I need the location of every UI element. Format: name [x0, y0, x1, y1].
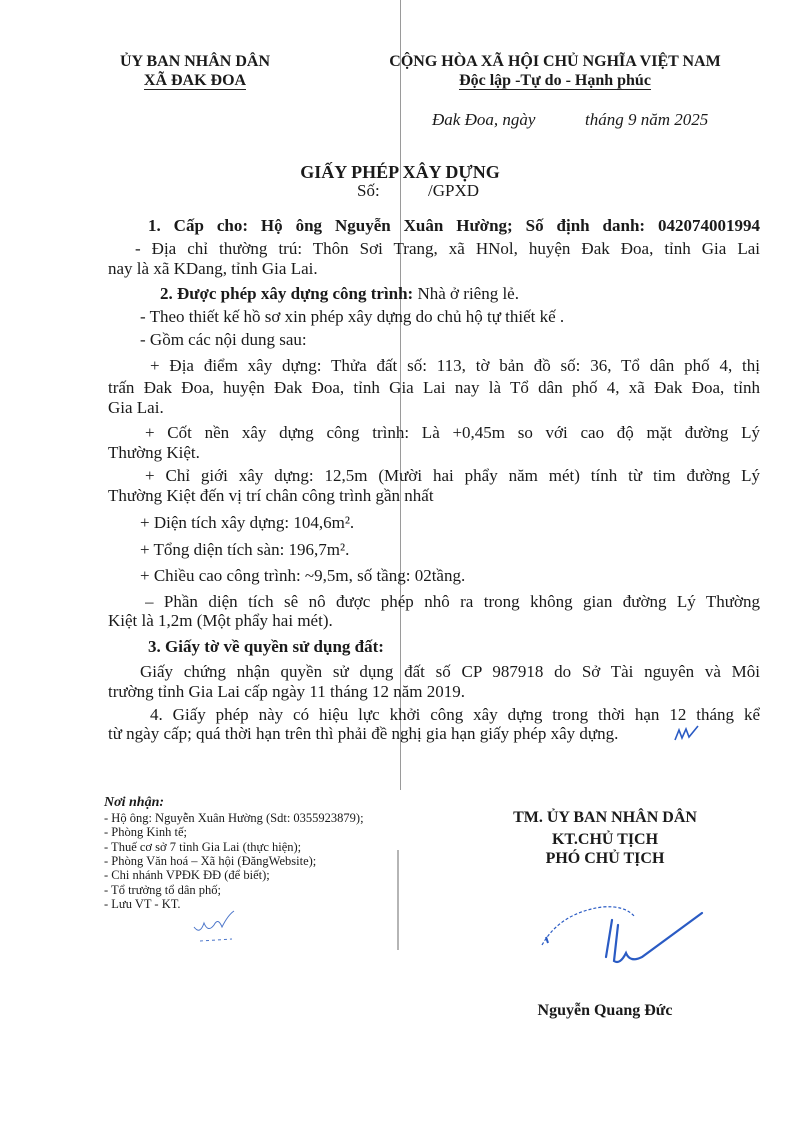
- scan-artifact-line: [397, 850, 399, 950]
- nation-heading: CỘNG HÒA XÃ HỘI CHỦ NGHĨA VIỆT NAM: [389, 53, 721, 70]
- recipient-item: - Hộ ông: Nguyễn Xuân Hường (Sdt: 0355923879);: [104, 811, 364, 825]
- include-note: - Gồm các nội dung sau:: [140, 330, 307, 349]
- date-place: Đak Đoa, ngày: [432, 110, 536, 129]
- land-cert-b: trường tỉnh Gia Lai cấp ngày 11 tháng 12 năm 2019.: [108, 682, 466, 701]
- org-line2: [110, 71, 280, 91]
- section2-label: 2. Được phép xây dựng công trình:: [160, 284, 414, 303]
- number-label: Số:: [357, 181, 380, 200]
- number-suffix: /GPXD: [428, 181, 480, 200]
- signer-role-1: KT.CHỦ TỊCH: [551, 831, 659, 848]
- section2-value: Nhà ở riêng lẻ.: [413, 284, 519, 303]
- setback-a: + Chỉ giới xây dựng: 12,5m (Mười hai phẩy năm mét) tính từ tim đường Lý: [145, 466, 760, 485]
- section4-b: từ ngày cấp; quá thời hạn trên thì phải đề nghị gia hạn giấy phép xây dựng.: [108, 724, 619, 743]
- org-line1: ỦY BAN NHÂN DÂN: [119, 53, 271, 70]
- floor-area: + Tổng diện tích sàn: 196,7m².: [140, 540, 350, 559]
- building-area: + Diện tích xây dựng: 104,6m².: [140, 513, 355, 532]
- initials-mark: [672, 722, 702, 744]
- section2-heading: [160, 284, 519, 304]
- section3-heading: 3. Giấy tờ về quyền sử dụng đất:: [148, 637, 384, 656]
- recipient-item: - Chi nhánh VPĐK ĐĐ (để biết);: [104, 868, 270, 882]
- location-a: + Địa điểm xây dựng: Thửa đất số: 113, tờ bản đồ số: 36, Tổ dân phố 4, thị: [150, 356, 760, 375]
- handwritten-signature: [530, 895, 720, 970]
- recipient-item: - Tổ trưởng tổ dân phố;: [104, 883, 221, 897]
- recipients-label: Nơi nhận:: [104, 795, 165, 810]
- motto: [340, 71, 770, 91]
- section4-a: 4. Giấy phép này có hiệu lực khởi công xây dựng trong thời hạn 12 tháng kể: [150, 705, 760, 724]
- recipient-item: - Phòng Văn hoá – Xã hội (ĐăngWebsite);: [104, 854, 317, 868]
- location-b: trấn Đak Đoa, huyện Đak Đoa, tỉnh Gia Lai nay là Tổ dân phố 4, xã Đak Đoa, tỉnh: [108, 378, 760, 397]
- setback-b: Thường Kiệt đến vị trí chân công trình gần nhất: [108, 486, 434, 505]
- recipient-item: - Phòng Kinh tế;: [104, 825, 187, 839]
- location-c: Gia Lai.: [108, 398, 164, 417]
- motto-text: Độc lập -Tự do - Hạnh phúc: [459, 72, 651, 89]
- foundation-level-a: + Cốt nền xây dựng công trình: Là +0,45m so với cao độ mặt đường Lý: [145, 423, 760, 442]
- section1-heading: 1. Cấp cho: Hộ ông Nguyễn Xuân Hường; Số định danh: 042074001994: [148, 216, 760, 235]
- date-rest: tháng 9 năm 2025: [585, 110, 709, 129]
- signer-name: Nguyễn Quang Đức: [537, 1002, 673, 1019]
- org-line2-text: XÃ ĐAK ĐOA: [143, 72, 247, 89]
- section1-address-a: - Địa chỉ thường trú: Thôn Sơi Trang, xã HNol, huyện Đak Đoa, tỉnh Gia Lai: [135, 239, 760, 258]
- overhang-a: – Phần diện tích sê nô được phép nhô ra trong không gian đường Lý Thường: [145, 592, 760, 611]
- signer-org: TM. ỦY BAN NHÂN DÂN: [513, 809, 697, 826]
- recipient-item: - Thuế cơ sở 7 tỉnh Gia Lai (thực hiện);: [104, 840, 302, 854]
- land-cert-a: Giấy chứng nhận quyền sử dụng đất số CP 987918 do Sở Tài nguyên và Môi: [140, 662, 760, 681]
- recipient-item: - Lưu VT - KT.: [104, 897, 181, 911]
- overhang-b: Kiệt là 1,2m (Một phẩy hai mét).: [108, 611, 333, 630]
- building-height: + Chiều cao công trình: ~9,5m, số tầng: 02tầng.: [140, 566, 466, 585]
- signer-role-2: PHÓ CHỦ TỊCH: [545, 850, 665, 867]
- document-title: GIẤY PHÉP XÂY DỰNG: [300, 162, 500, 182]
- initials-scribble: [190, 905, 250, 945]
- design-note: - Theo thiết kế hồ sơ xin phép xây dựng do chủ hộ tự thiết kế .: [140, 307, 565, 326]
- foundation-level-b: Thường Kiệt.: [108, 443, 200, 462]
- section1-address-b: nay là xã KDang, tỉnh Gia Lai.: [108, 259, 318, 278]
